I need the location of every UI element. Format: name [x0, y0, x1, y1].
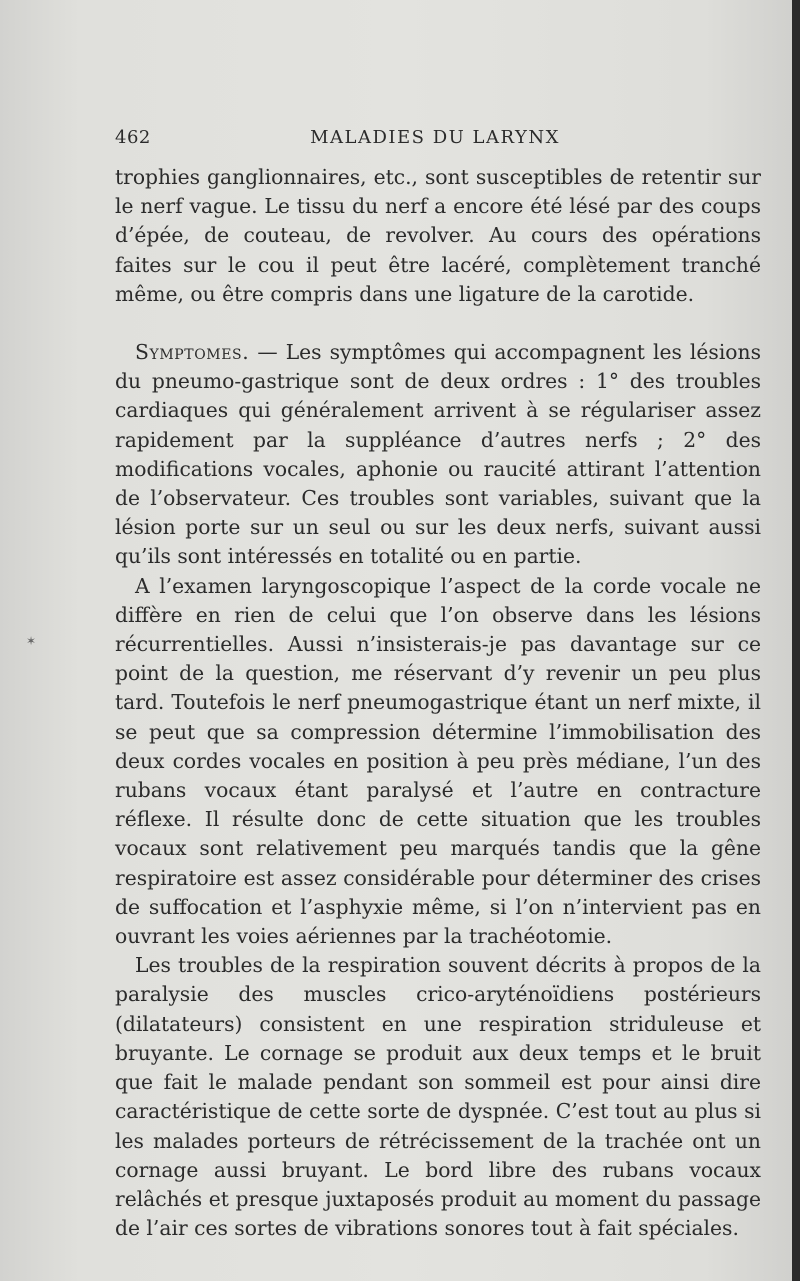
symptoms-text: — Les symptômes qui accompagnent les lésions du pneumo-gastrique sont de deux ordres : 1° des troubles cardiaques qui généralement arrivent à se régulariser assez rapidement par la suppléance d’autres nerfs ; 2° des modifications vocales, aphonie ou raucité attirant l’attention de l’observateur. Ces troubles sont variables, suivant que la lésion porte sur un seul ou sur les deux nerfs, suivant aussi qu’ils sont intéressés en totalité ou en partie.: [115, 340, 761, 569]
paragraph-laryngoscopy: A l’examen laryngoscopique l’aspect de la corde vocale ne diffère en rien de celui que l’on observe dans les lésions récurrentielles. Aussi n’insisterais-je pas davantage sur ce point de la question, me réservant d’y revenir un peu plus tard. Toutefois le nerf pneumogastrique étant un nerf mixte, il se peut que sa compression détermine l’immobilisation des deux cordes vocales en position à peu près médiane, l’un des rubans vocaux étant paralysé et l’autre en contracture réflexe. Il résulte donc de cette situation que les troubles vocaux sont relativement peu marqués tandis que la gêne respiratoire est assez considérable pour déterminer des crises de suffocation et l’asphyxie même, si l’on n’intervient pas en ouvrant les voies aériennes par la trachéotomie.: [115, 573, 761, 949]
section-title: Symptomes.: [135, 340, 250, 365]
paragraph-symptoms: [115, 338, 761, 572]
page-edge-shadow: [792, 0, 800, 1281]
running-head: [115, 127, 755, 151]
body-text: [115, 163, 761, 1243]
ink-speck-mark: ✶: [26, 634, 37, 648]
page-number: 462: [115, 127, 151, 148]
paragraph-continuation: trophies ganglionnaires, etc., sont susceptibles de retentir sur le nerf vague. Le tissu du nerf a encore été lésé par des coups d’épée, de couteau, de revolver. Au cours des opérations faites sur le cou il peut être lacéré, complètement tranché même, ou être compris dans une ligature de la carotide.: [115, 165, 761, 306]
header-title: MALADIES DU LARYNX: [310, 127, 560, 148]
paragraph-respiration: Les troubles de la respiration souvent décrits à propos de la paralysie des muscles crico-aryténoïdiens postérieurs (dilatateurs) consistent en une respiration striduleuse et bruyante. Le cornage se produit aux deux temps et le bruit que fait le malade pendant son sommeil est pour ainsi dire caractéristique de cette sorte de dyspnée. C’est tout au plus si les malades porteurs de rétrécissement de la trachée ont un cornage aussi bruyant. Le bord libre des rubans vocaux relâchés et presque juxtaposés produit au moment du passage de l’air ces sortes de vibrations sonores tout à fait spéciales.: [115, 953, 761, 1241]
